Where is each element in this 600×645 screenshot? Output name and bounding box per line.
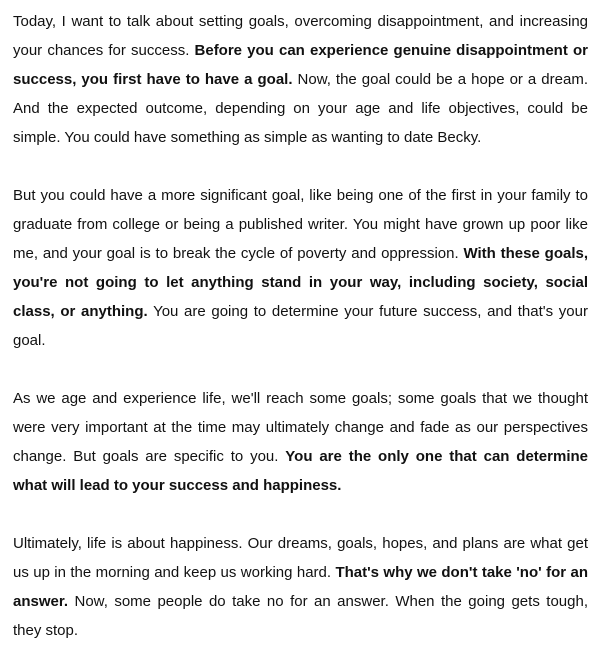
emphasis-text: Before you can experience genuine disappointment or success, you first have to have a goal. — [13, 42, 588, 88]
paragraph-text: You are going to determine your future success, and that's your goal. — [13, 303, 588, 349]
paragraph-text: Today, I want to talk about setting goals, overcoming disappointment, and increasing your chances for success. — [13, 13, 588, 59]
paragraph-text: Now, the goal could be a hope or a dream. And the expected outcome, depending on your age and life objectives, could be simple. You could have something as simple as wanting to date Becky. — [13, 71, 588, 146]
paragraph-1 — [13, 7, 588, 152]
emphasis-text: That's why we don't take 'no' for an answer. — [13, 564, 588, 610]
paragraph-text: Now, some people do take no for an answer. When the going gets tough, they stop. — [13, 593, 588, 639]
paragraph-text: But you could have a more significant goal, like being one of the first in your family to graduate from college or being a published writer. You might have grown up poor like me, and your goal is to break the cycle of poverty and oppression. — [13, 187, 588, 262]
paragraph-text: As we age and experience life, we'll reach some goals; some goals that we thought were very important at the time may ultimately change and fade as our perspectives change. But goals are specific to you. — [13, 390, 588, 465]
paragraph-text: Ultimately, life is about happiness. Our dreams, goals, hopes, and plans are what get us up in the morning and keep us working hard. — [13, 535, 588, 581]
emphasis-text: You are the only one that can determine what will lead to your success and happiness. — [13, 448, 588, 494]
paragraph-4 — [13, 529, 588, 645]
paragraph-3 — [13, 384, 588, 500]
emphasis-text: With these goals, you're not going to let anything stand in your way, including society, social class, or anything. — [13, 245, 588, 320]
paragraph-2 — [13, 181, 588, 355]
